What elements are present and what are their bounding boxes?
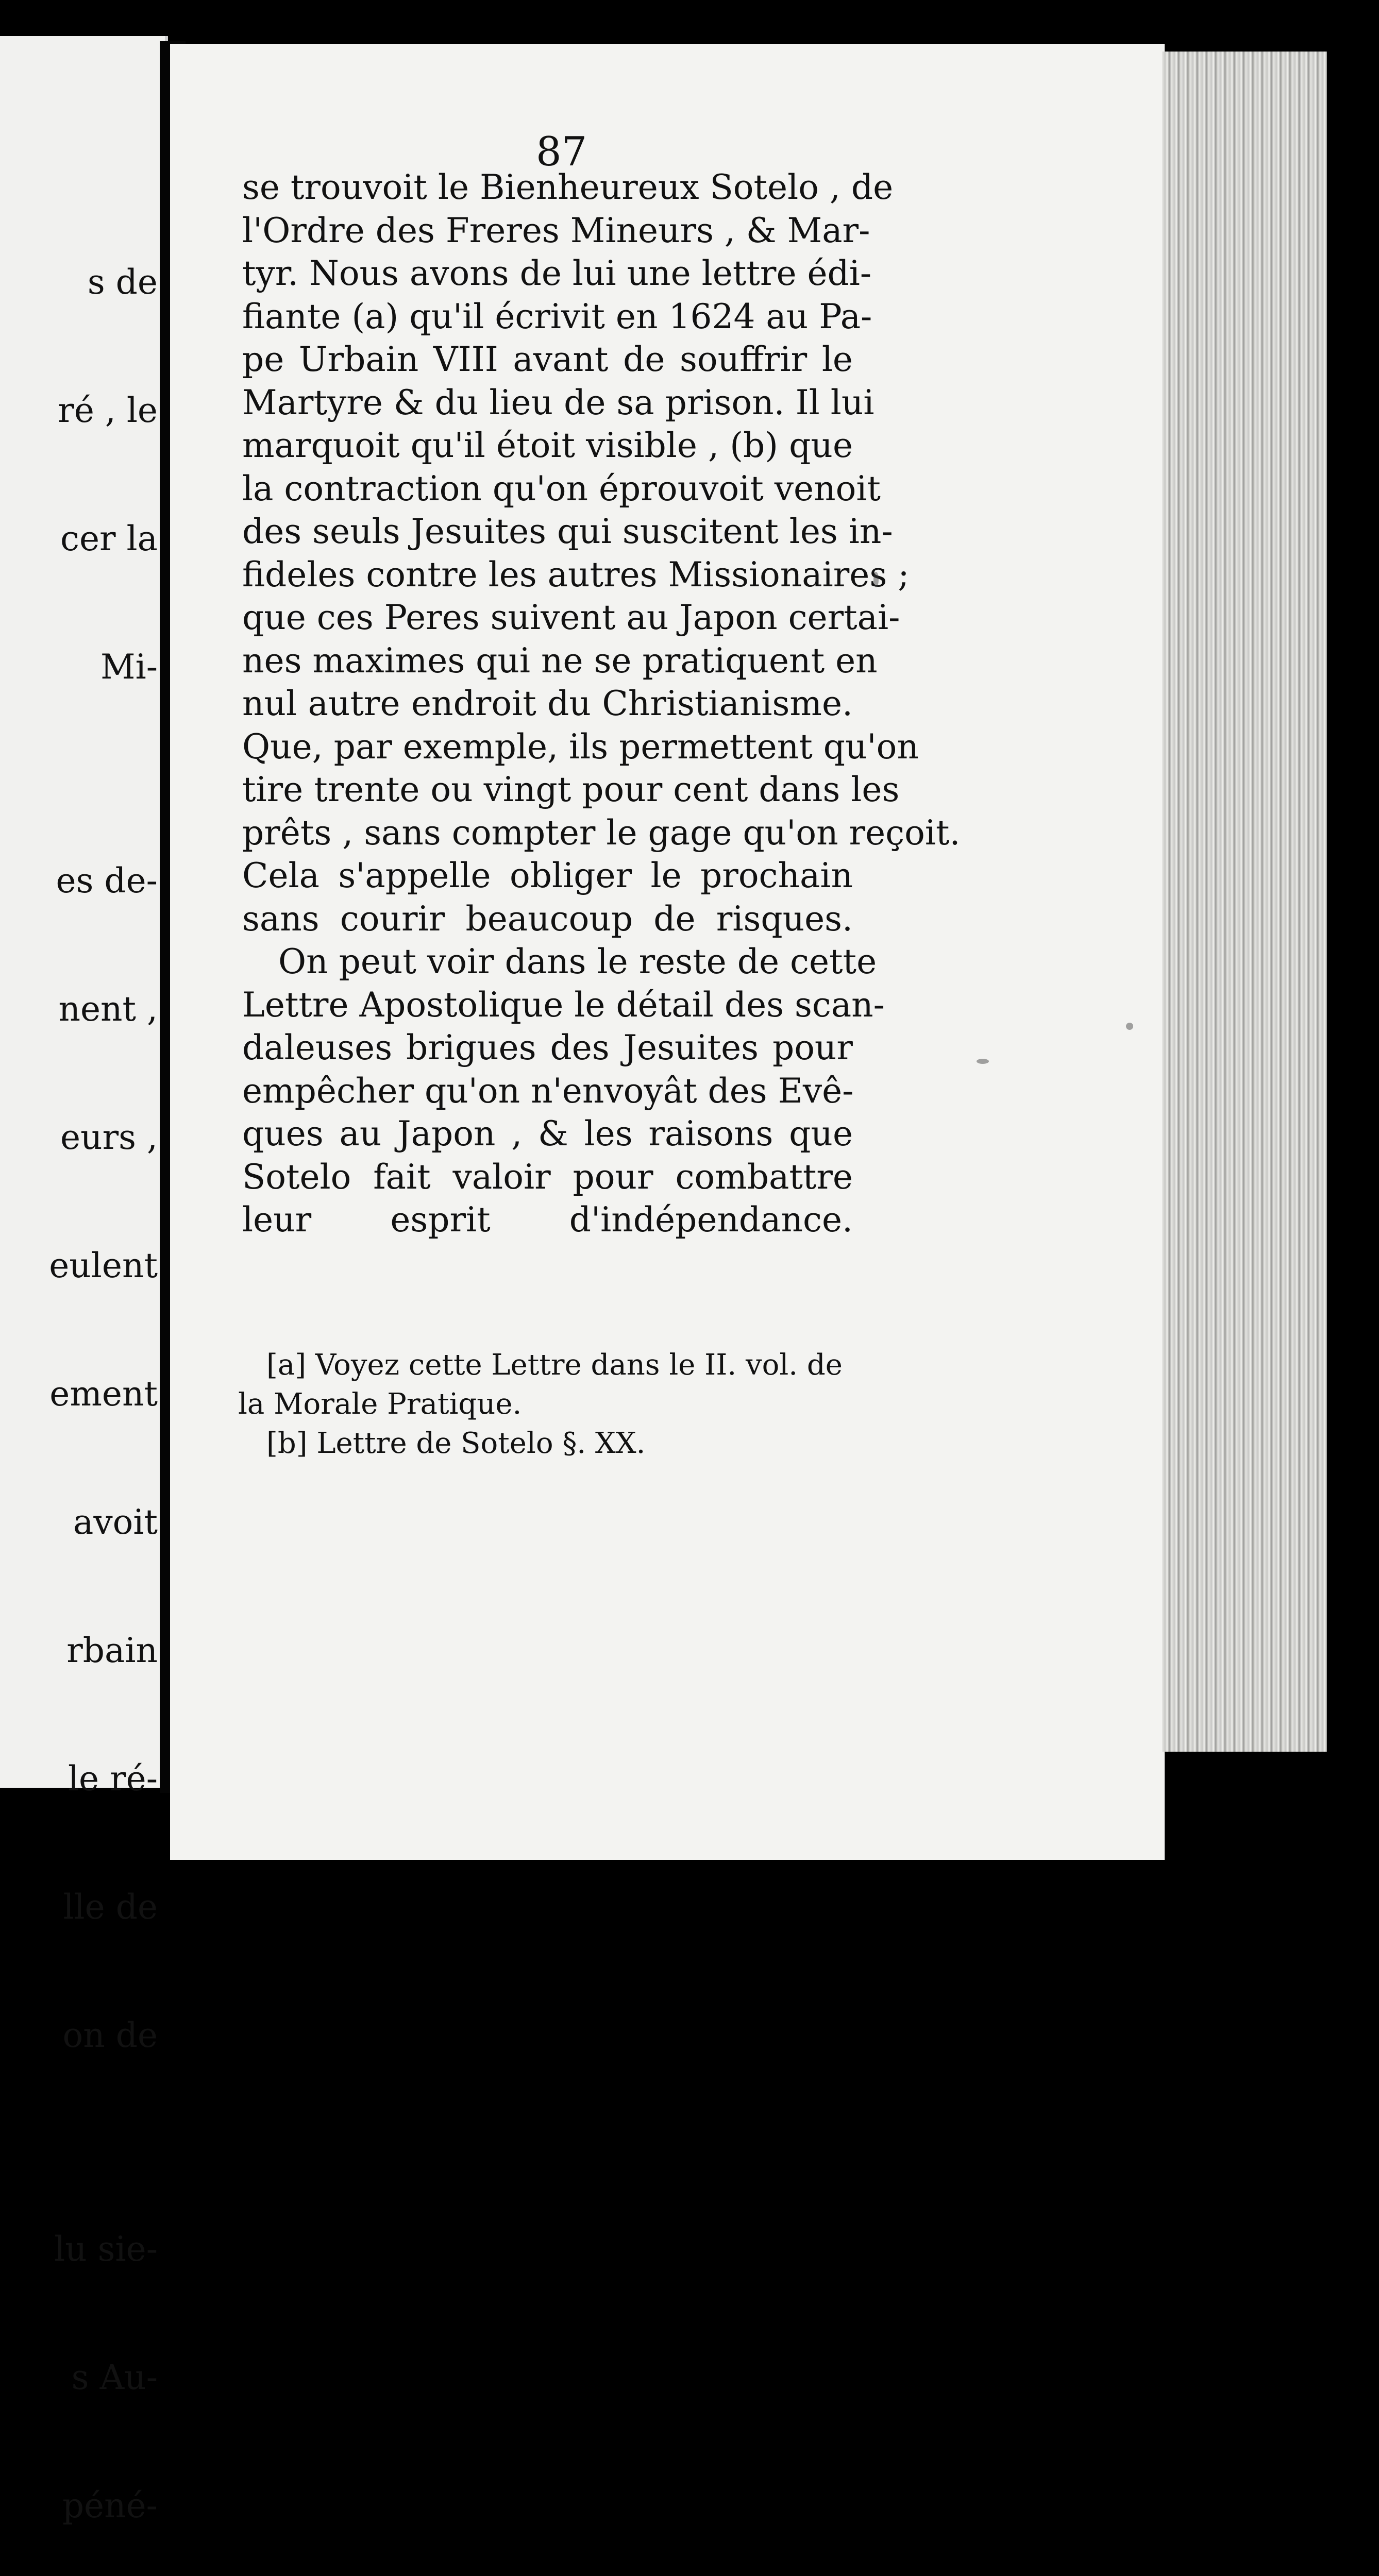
- text-line: Que, par exemple, ils permettent qu'on: [242, 726, 919, 767]
- left-line: eurs ,: [60, 1117, 158, 1157]
- text-line: On peut voir dans le reste de cette: [278, 942, 877, 981]
- left-line: es de-: [56, 861, 158, 901]
- left-page-text: [45, 175, 158, 2576]
- left-line: s Au-: [71, 2358, 158, 2397]
- footnotes: [238, 1346, 854, 1463]
- text-line: Cela s'appelle obliger le prochain: [242, 856, 853, 895]
- left-line: le ré-: [68, 1759, 158, 1799]
- background-shadow: [1327, 46, 1379, 1922]
- text-line: nul autre endroit du Christianisme.: [242, 684, 853, 723]
- ink-speck: [873, 572, 879, 587]
- text-line: pe Urbain VIII avant de souffrir le: [242, 340, 853, 379]
- text-line: Martyre & du lieu de sa prison. Il lui: [242, 382, 875, 422]
- left-line: s de: [87, 262, 158, 302]
- left-line: Mi-: [100, 647, 158, 687]
- text-line: fiante (a) qu'il écrivit en 1624 au Pa-: [242, 296, 872, 336]
- text-line: prêts , sans compter le gage qu'on reçoit.: [242, 812, 961, 853]
- text-line: Sotelo fait valoir pour combattre: [242, 1157, 853, 1197]
- text-line: tyr. Nous avons de lui une lettre édi-: [242, 253, 872, 293]
- left-line: cer la: [60, 519, 158, 558]
- left-line: péné-: [62, 2486, 158, 2526]
- left-line: lle de: [63, 1887, 158, 1927]
- left-line: on de: [62, 2015, 158, 2055]
- text-line: que ces Peres suivent au Japon certai-: [242, 598, 900, 637]
- footnote: la Morale Pratique.: [238, 1387, 522, 1421]
- page-number: 87: [536, 129, 587, 175]
- text-line: fideles contre les autres Missionaires ;: [242, 554, 910, 595]
- left-line: avoit: [73, 1502, 158, 1542]
- left-line: ement: [49, 1374, 158, 1414]
- text-line: Lettre Apostolique le détail des scan-: [242, 985, 885, 1025]
- left-line: rbain: [66, 1631, 158, 1670]
- text-line: leur esprit d'indépendance.: [242, 1200, 853, 1240]
- left-line: ré , le: [58, 391, 158, 430]
- text-line: tire trente ou vingt pour cent dans les: [242, 770, 900, 809]
- text-line: nes maximes qui ne se pratiquent en: [242, 640, 878, 681]
- ink-speck: [977, 1059, 989, 1064]
- left-line: lu sie-: [54, 2229, 158, 2269]
- text-line: ques au Japon , & les raisons que: [242, 1114, 853, 1154]
- left-page: [0, 36, 168, 2526]
- text-line: marquoit qu'il étoit visible , (b) que: [242, 426, 853, 465]
- text-line: se trouvoit le Bienheureux Sotelo , de: [242, 167, 894, 207]
- page-edge: [1162, 52, 1327, 1752]
- left-line: nent ,: [58, 989, 158, 1029]
- text-line: la contraction qu'on éprouvoit venoit: [242, 468, 881, 509]
- body-text: [242, 166, 961, 1242]
- text-line: daleuses brigues des Jesuites pour: [242, 1028, 853, 1067]
- text-line: des seuls Jesuites qui suscitent les in-: [242, 512, 893, 551]
- ink-speck: [1126, 1023, 1133, 1030]
- text-line: empêcher qu'on n'envoyât des Evê-: [242, 1071, 854, 1111]
- footnote: [a] Voyez cette Lettre dans le II. vol. de: [266, 1348, 843, 1382]
- text-line: l'Ordre des Freres Mineurs , & Mar-: [242, 210, 870, 250]
- left-line: eulent: [49, 1246, 158, 1285]
- text-line: sans courir beaucoup de risques.: [242, 899, 853, 939]
- footnote: [b] Lettre de Sotelo §. XX.: [266, 1427, 646, 1460]
